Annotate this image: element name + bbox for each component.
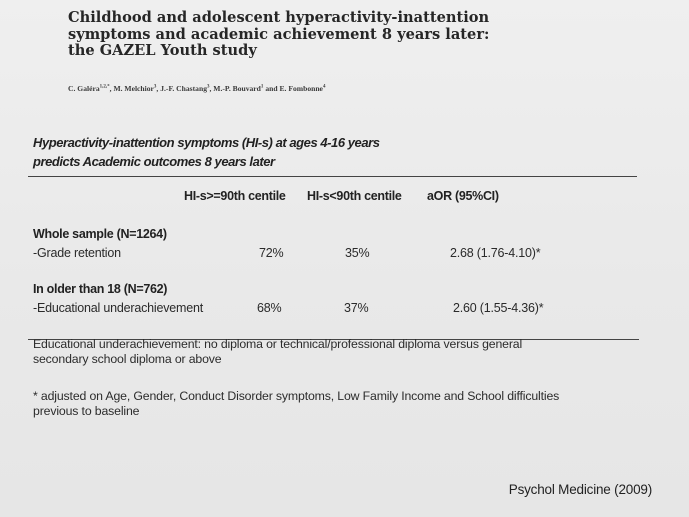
cell-aor-value: 2.60 (1.55-4.36)* [453, 301, 544, 315]
cell-low-hi-value: 35% [345, 246, 370, 260]
article-title-line: Childhood and adolescent hyperactivity-inattention [68, 9, 490, 26]
author-name: M.-P. Bouvard [213, 84, 261, 93]
author-affiliation: 3 [153, 84, 157, 90]
author-affiliation: 4 [322, 84, 326, 90]
note-line: previous to baseline [33, 403, 140, 418]
note-line: * adjusted on Age, Gender, Conduct Disorder symptoms, Low Family Income and School difficulties [33, 389, 560, 403]
article-title-line: the GAZEL Youth study [68, 42, 257, 59]
group-label-older-than-18: In older than 18 (N=762) [33, 282, 168, 296]
cell-high-hi-value: 72% [259, 246, 284, 260]
note-line: secondary school diploma or above [33, 351, 222, 366]
group-label-whole-sample: Whole sample (N=1264) [33, 227, 167, 241]
row-label-educational-underachievement: -Educational underachievement [33, 301, 204, 315]
row-label-grade-retention: -Grade retention [33, 246, 121, 260]
column-header-low-hi: HI-s<90th centile [307, 189, 402, 203]
article-title-line: symptoms and academic achievement 8 years later: [68, 25, 490, 43]
author-affiliation: 1 [260, 84, 264, 90]
subtitle-line: predicts Academic outcomes 8 years later [33, 154, 275, 169]
note-line: Educational underachievement: no diploma or technical/professional diploma versus general [33, 337, 523, 351]
subtitle-line: Hyperactivity-inattention symptoms (HI-s) at ages 4-16 years [33, 135, 380, 150]
author-name: M. Melchior [113, 84, 154, 93]
cell-high-hi-value: 68% [257, 301, 282, 315]
author-affiliation: 3 [207, 84, 210, 90]
article-title [68, 10, 628, 60]
author-name: E. Fombonne [279, 84, 323, 93]
cell-aor-value: 2.68 (1.76-4.10)* [450, 246, 541, 260]
author-name: J.-F. Chastang [160, 84, 207, 93]
author-name: C. Galéra [68, 84, 100, 93]
table-top-divider [28, 176, 637, 177]
source-citation: Psychol Medicine (2009) [508, 482, 652, 497]
column-header-high-hi: HI-s>=90th centile [184, 189, 286, 203]
column-header-aor: aOR (95%CI) [427, 189, 499, 203]
author-affiliation: 1,2,* [99, 84, 110, 90]
author-list: C. Galéra$^{1,2,*}$, M. Melchior$^3$, J.-F. Chastang$^3$, M.-P. Bouvard$^1$ and E. Fombonne$^4$ [68, 84, 326, 93]
definition-note [33, 337, 522, 366]
slide-subtitle [33, 133, 380, 171]
adjustment-footnote [33, 389, 559, 418]
author-joiner: and [265, 84, 278, 93]
cell-low-hi-value: 37% [344, 301, 369, 315]
